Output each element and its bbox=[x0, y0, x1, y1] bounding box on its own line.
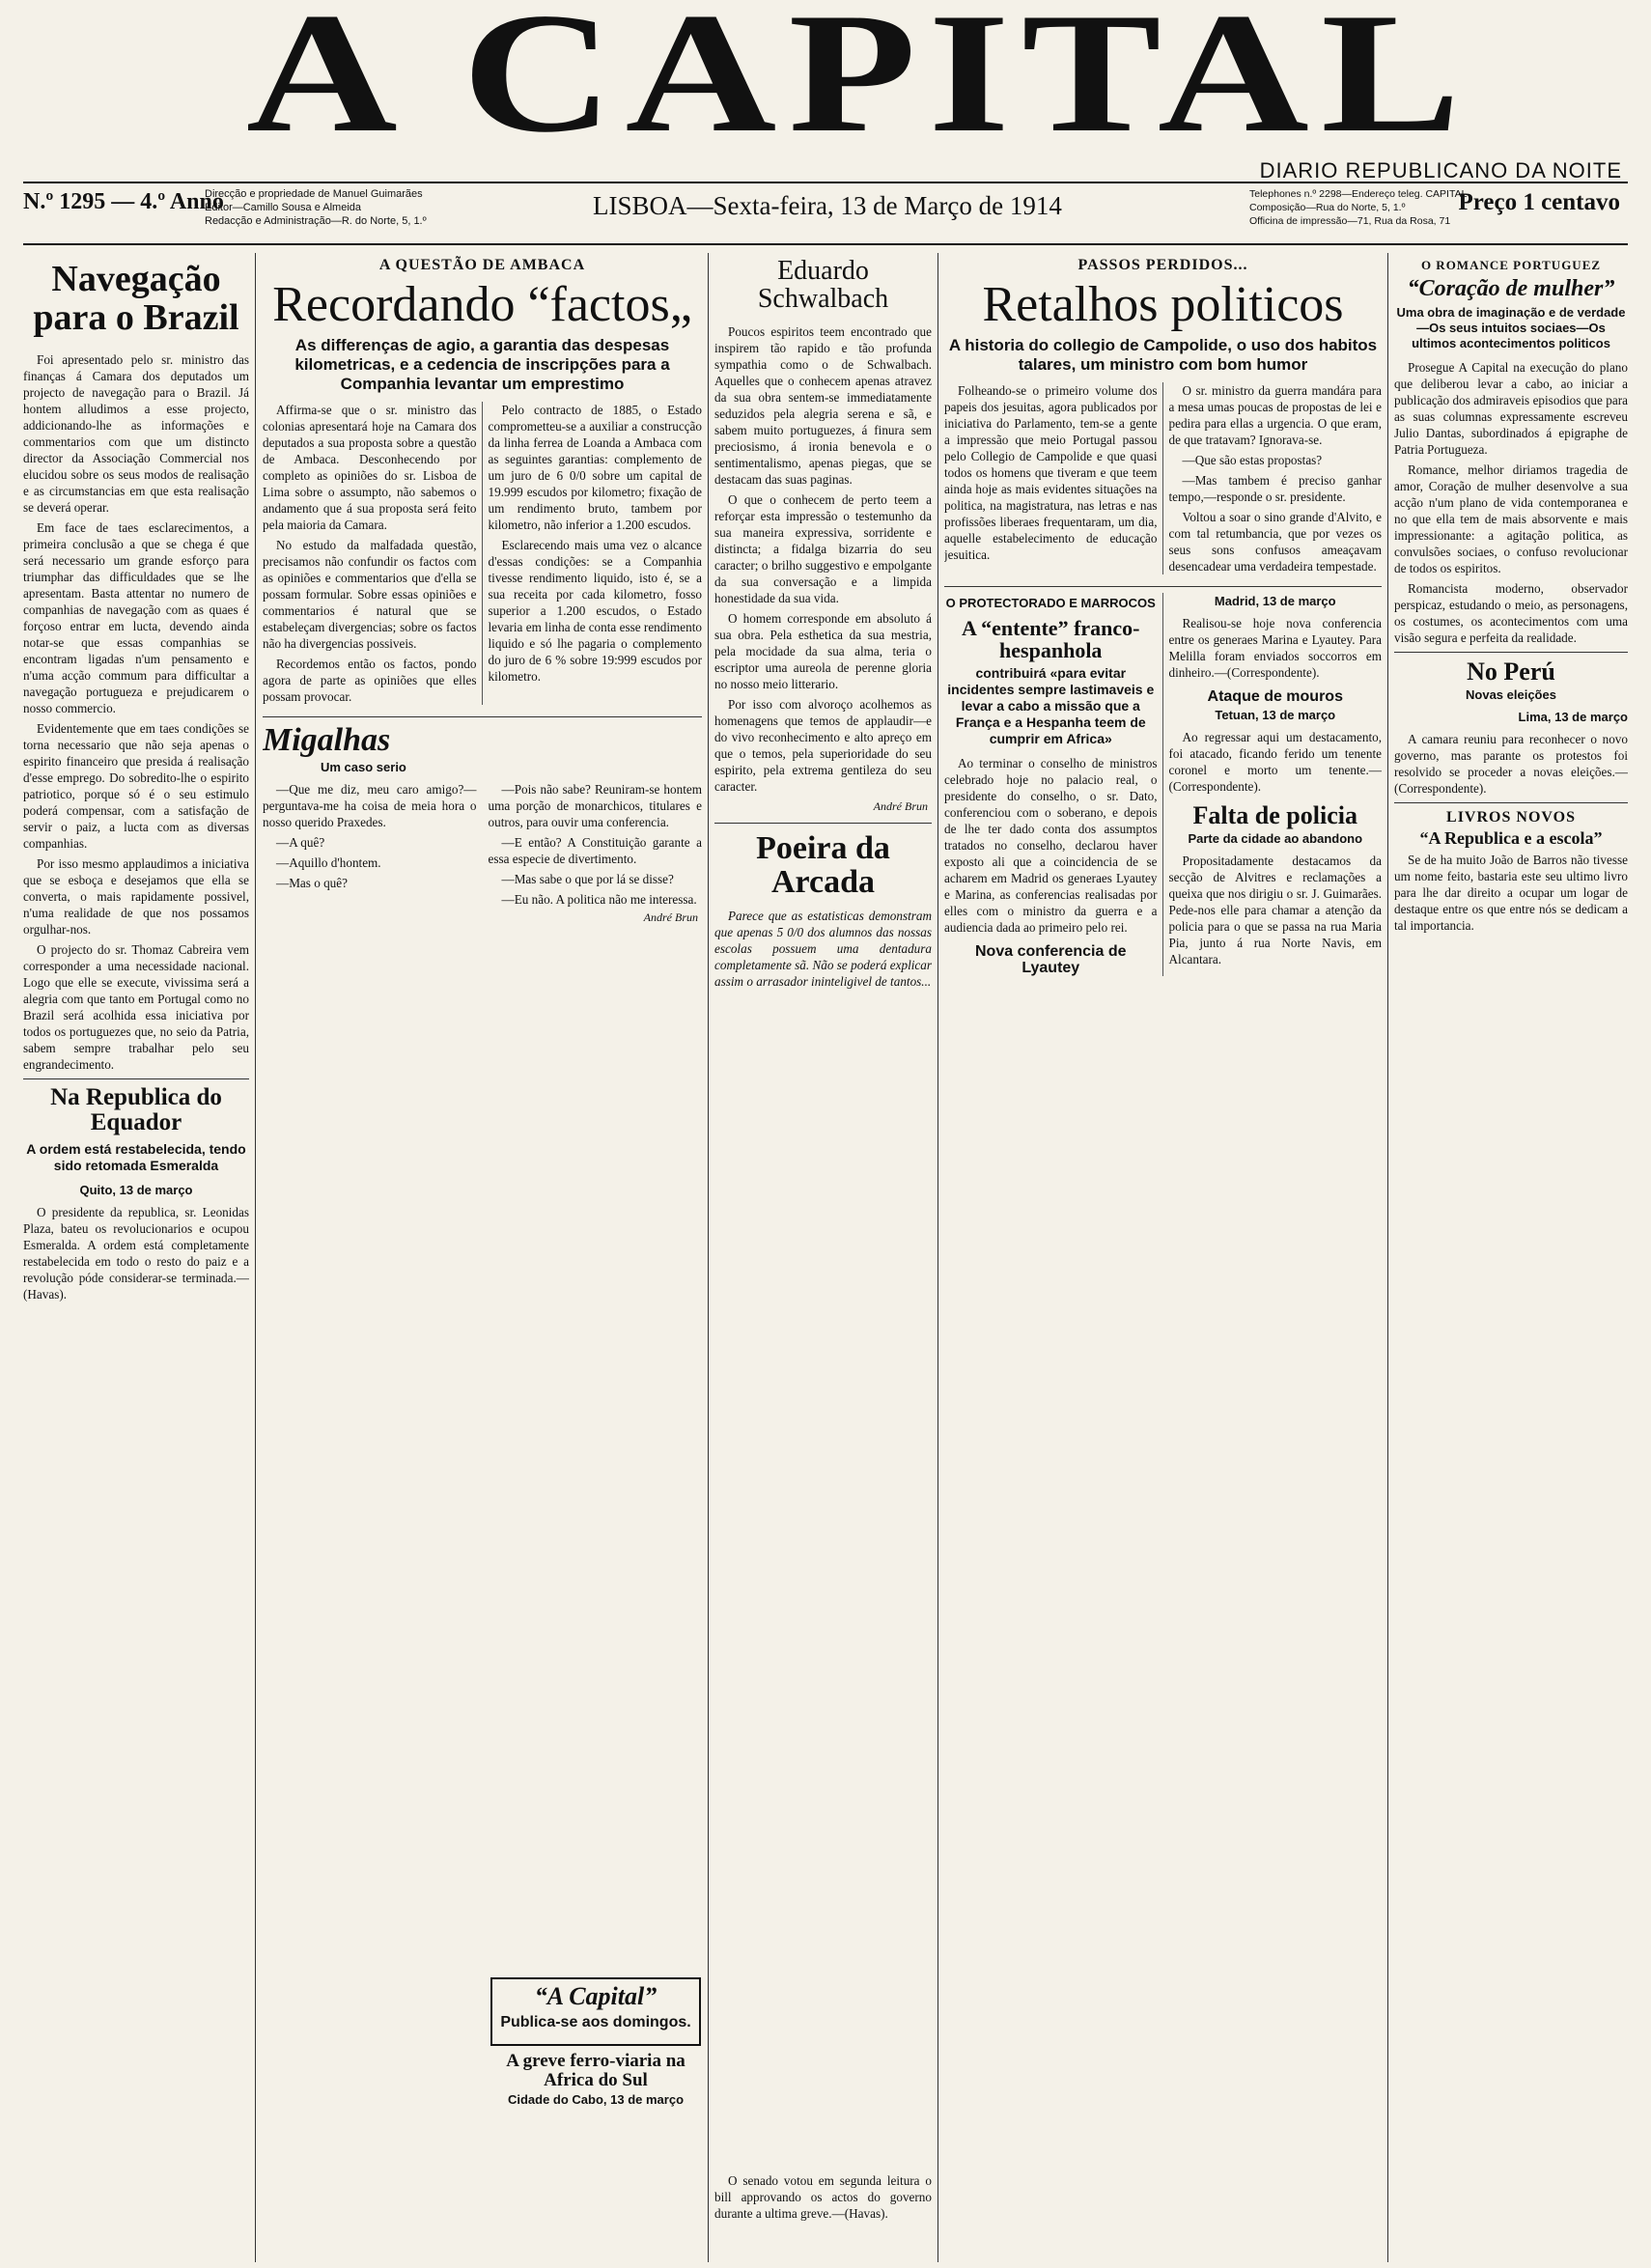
kicker-ambaca: A QUESTÃO DE AMBACA bbox=[378, 257, 586, 273]
paragraph: Realisou-se hoje nova conferencia entre os generaes Marina e Lyautey. Para Melilla foram enviados soccorros em dinheiro.—(Correspondente). bbox=[1168, 615, 1382, 680]
divider bbox=[263, 716, 702, 717]
paragraph: Foi apresentado pelo sr. ministro das finanças á Camara dos deputados um projecto de navegação para o Brazil. Já hontem alludimos a esse projecto, addicionando-lhe as informações e commentarios com que um distincto director da Associação Commercial nos elucidou sobre os seus modos de realisação e as circumstancias em que esta realisação se deverá operar. bbox=[23, 351, 249, 515]
subhead-falta-policia: Parte da cidade ao abandono bbox=[1188, 830, 1363, 846]
headline-retalhos: Retalhos politicos bbox=[982, 277, 1344, 332]
paragraph: Romancista moderno, observador perspicaz, estudando o meio, as personagens, os costumes, os acontecimentos com uma visão segura e perfeita da realidade. bbox=[1394, 581, 1628, 646]
issue-number: N.º 1295 — 4.º Anno bbox=[23, 189, 224, 214]
paragraph: O senado votou em segunda leitura o bill approvando os actos do governo durante a ultima greve.—(Havas). bbox=[714, 2173, 932, 2221]
contact-line: Telephones n.º 2298—Endereço teleg. CAPITAL bbox=[1249, 188, 1468, 200]
headline-peru: No Perú bbox=[1467, 658, 1555, 686]
kicker-protectorado: O PROTECTORADO E MARROCOS bbox=[945, 595, 1156, 610]
deck-coracao: Uma obra de imaginação e de verdade—Os seus intuitos sociaes—Os ultimos acontecimentos politicos bbox=[1396, 305, 1626, 351]
headline-migalhas: Migalhas bbox=[263, 721, 391, 758]
paragraph: Por isso com alvoroço acolhemos as homenagens que temos de applaudir—e do vivo reconhecimento e alto apreço em que o temos, pela superioridade do seu espirito, pela extrema gentileza do seu caracter. bbox=[714, 696, 932, 794]
divider bbox=[23, 1078, 249, 1079]
paragraph: Pelo contracto de 1885, o Estado comprometteu-se a auxiliar a construcção da linha ferrea de Loanda a Ambaca com as seguintes garantias: complemento de um juro de 6 0/0 sobre um capital de 19.999 escudos por kilometro; fixação de um rendimento bruto, tambem por kilometro, não inferior a 1.200 escudos. bbox=[488, 402, 702, 532]
headline-entente: A “entente” franco-hespanhola bbox=[961, 615, 1140, 662]
column-divider bbox=[937, 253, 938, 2262]
column-3 bbox=[714, 251, 932, 2259]
paragraph: Folheando-se o primeiro volume dos papeis dos jesuitas, agora publicados por iniciativa do Parlamento, tem-se a gente a impressão que meio Portugal passou pelo Collegio de Campolide e que quasi todos os homens que tiveram e que teem ainda hoje as mais evidentes situações na politica, na magistratura, nas letras e nas profissões liberaes frequentaram, um dia, aquelle estabelecimento de educação jesuitica. bbox=[944, 382, 1158, 562]
paragraph: —Aquillo d'hontem. bbox=[276, 855, 381, 871]
paragraph: —Mas sabe o que por lá se disse? bbox=[501, 872, 674, 887]
paragraph: Ao regressar aqui um destacamento, foi atacado, ficando ferido um tenente coronel e morto um tenente.—(Correspondente). bbox=[1168, 729, 1382, 794]
headline-equador: Na Republica do Equador bbox=[50, 1083, 222, 1136]
direction-line: Redacção e Administração—R. do Norte, 5, 1.º bbox=[205, 215, 427, 227]
paragraph: —Mas o quê? bbox=[276, 876, 348, 891]
headline-lyautey: Nova conferencia de Lyautey bbox=[975, 942, 1127, 976]
paragraph: —Pois não sabe? Reuniram-se hontem uma porção de monarchicos, titulares e outros, para ouvir uma conferencia. bbox=[488, 782, 702, 830]
subhead-peru: Novas eleições bbox=[1466, 687, 1556, 703]
paragraph: Poucos espiritos teem encontrado que inspirem tão rapido e tão profunda sympathia como o de Schwalbach. Aquelles que o conhecem apenas atravez da sua obra sentem-se immediatamente seduzidos pela alegria serena e sã, e sabem muito portuguezes, á finura sem preciosismo, á ironia benevola e o sentimentalismo, apenas piegas, que se destacam das suas paginas. bbox=[714, 323, 932, 487]
divider bbox=[1394, 802, 1628, 803]
divider bbox=[714, 823, 932, 824]
headline-poeira: Poeira da Arcada bbox=[756, 829, 890, 901]
capital-box-title: “A Capital” bbox=[534, 1982, 658, 2010]
lower-col4 bbox=[944, 593, 1382, 976]
paragraph: —Que me diz, meu caro amigo?—perguntava-me ha coisa de meia hora o nosso querido Praxedes. bbox=[263, 782, 477, 830]
paragraph: O homem corresponde em absoluto á sua obra. Pela esthetica da sua mestria, pela mocidade da sua alma, teria o escriptor uma aureola de perenne gloria no nosso meio litterario. bbox=[714, 610, 932, 691]
headline-falta-policia: Falta de policia bbox=[1192, 800, 1357, 829]
info-bar bbox=[23, 185, 1628, 243]
paragraph: Parece que as estatisticas demonstram que apenas 5 0/0 dos alumnos das nossas escolas possuem uma dentadura completamente sã. Não se poderá explicar assim o arrasador ininteligivel de tantos... bbox=[714, 909, 932, 990]
paragraph: —A quê? bbox=[276, 835, 325, 851]
direction-line: Editor—Camillo Sousa e Almeida bbox=[205, 202, 362, 213]
paragraph: Voltou a soar o sino grande d'Alvito, e com tal retumbancia, que por vezes os seus sons confusos ameaçavam desencadear uma verdadeira tempestade. bbox=[1168, 509, 1382, 574]
divider bbox=[944, 586, 1382, 587]
column-divider bbox=[1387, 253, 1388, 2262]
dateline-ataque: Tetuan, 13 de março bbox=[1215, 707, 1336, 722]
direction-line: Direcção e propriedade de Manuel Guimarães bbox=[205, 188, 423, 200]
dateline-peru: Lima, 13 de março bbox=[1518, 710, 1628, 725]
capital-box bbox=[490, 1972, 701, 2113]
column-1 bbox=[23, 251, 249, 2259]
column-5 bbox=[1394, 251, 1628, 2259]
headline-republica-escola: “A Republica e a escola” bbox=[1419, 828, 1603, 849]
paragraph: Evidentemente que em taes condições se torna necessario que não seja apenas o espirito financeiro que presida á realisação d'esse emprego. Do sobredito-lhe o espirito patriotico, porque só é o seu estimulo poderá compensar, com a satisfação de servir o paiz, a lucta com as diversas companhias. bbox=[23, 720, 249, 851]
paragraph: O presidente da republica, sr. Leonidas Plaza, bateu os revolucionarios e ocupou Esmeralda. A ordem está completamente restabelecida em todo o resto do paiz e a revolução póde considerar-se terminada.—(Havas). bbox=[23, 1205, 249, 1302]
paragraph: Recordemos então os factos, pondo agora de parte as opiniões que elles possam provocar. bbox=[263, 656, 477, 704]
paragraph: Propositadamente destacamos da secção de Alvitres e reclamações a queixa que nos dirigiu o sr. J. Guimarães. Pede-nos elle para chamar a atenção da policia para o que se passa na rua Maria Pia, junto á rua Norte Navis, em Alcantara. bbox=[1168, 853, 1382, 966]
column-4 bbox=[944, 251, 1382, 2259]
masthead-rule-bottom bbox=[23, 243, 1628, 245]
dateline-greve: Cidade do Cabo, 13 de março bbox=[507, 2092, 685, 2108]
migalhas-body bbox=[263, 781, 702, 908]
direction-block bbox=[205, 187, 427, 228]
masthead bbox=[0, 0, 1651, 182]
headline-navegacao: Navegação para o Brazil bbox=[33, 259, 239, 338]
divider bbox=[1394, 652, 1628, 653]
capital-box-frame bbox=[490, 1977, 701, 2046]
paragraph: O sr. ministro da guerra mandára para a mesa umas poucas de propostas de lei e pedira para ellas a urgencia. O que eram, de que tratavam? Ignorava-se. bbox=[1168, 382, 1382, 447]
capital-box-text: Publica-se aos domingos. bbox=[500, 2014, 691, 2031]
paragraph: O que o conhecem de perto teem a reforçar esta impressão o testemunho da sua maneira expressiva, sorridente e distincta; a fidalga bizarria do seu caracter; o brilho suggestivo e empolgante da sua conversação e a limpida honestidade da sua vida. bbox=[714, 491, 932, 605]
ambaca-body bbox=[263, 402, 702, 705]
subhead-migalhas: Um caso serio bbox=[321, 760, 406, 775]
retalhos-body bbox=[944, 382, 1382, 574]
column-2 bbox=[263, 251, 702, 2259]
paragraph: Affirma-se que o sr. ministro das colonias apresentará hoje na Camara dos deputados a sua proposta sobre a questão de Ambaca. Desconhecendo por completo as opiniões do sr. Lisboa de Lima sobre o assumpto, não sabemos o andamento que á sua proposta será feito pela maioria da Camara. bbox=[263, 402, 477, 532]
price: Preço 1 centavo bbox=[1458, 189, 1620, 215]
greve-body bbox=[714, 2172, 932, 2222]
paragraph: Em face de taes esclarecimentos, a primeira conclusão a que se chega é que será necessario um grande esforço para triumphar das difficuldades que se lhe apresentam. Basta attentar no numero de companhias de navegação com as quaes é forçoso entrar em lucta, devendo ainda notar-se que essas companhias se encontram ligadas n'um pensamento e n'uma acção commum para difficultar a navegação portugueza e prejudicarem o nosso commercio. bbox=[23, 519, 249, 715]
paragraph: Romance, melhor diriamos tragedia de amor, Coração de mulher desenvolve a sua acção n'um plano de vida contemporanea e no que ella tem de mais absorvente e mais impressionante: a agitação politica, as convulsões sociaes, o confuso revolucionar de todos os espiritos. bbox=[1394, 462, 1628, 576]
column-divider bbox=[255, 253, 256, 2262]
paragraph: No estudo da malfadada questão, precisamos não confundir os factos com as opiniões e commentarios que d'ella se possam formular. Sobre essas opiniões e commentarios é natural que se estabeleçam divergencias; sobre os factos não ha divergencias possiveis. bbox=[263, 537, 477, 651]
deck-equador: A ordem está restabelecida, tendo sido retomada Esmeralda bbox=[26, 1141, 246, 1174]
paragraph: —Mas tambem é preciso ganhar tempo,—responde o sr. presidente. bbox=[1168, 472, 1382, 504]
contacts-block bbox=[1249, 187, 1467, 228]
paragraph: —Eu não. A politica não me interessa. bbox=[501, 892, 697, 908]
paragraph: Esclarecendo mais uma vez o alcance d'essas condições: se a Companhia tivesse rendimento liquido, isto é, se a sua receita por cada kilometro, fosso superior a 1.200 escudos, o Estado levaria em linha de conta esse rendimento liquido e só lhe pagaria o complemento do juro de 6 % sobre 19:999 escudos por kilometro. bbox=[488, 537, 702, 684]
kicker-passos: PASSOS PERDIDOS... bbox=[1077, 257, 1248, 273]
paragraph: —E então? A Constituição garante a essa especie de divertimento. bbox=[488, 835, 702, 867]
headline-schwalbach: Eduardo Schwalbach bbox=[757, 256, 889, 315]
headline-coracao: “Coração de mulher” bbox=[1407, 276, 1615, 301]
masthead-rule-top bbox=[23, 182, 1628, 183]
paragraph: Prosegue A Capital na execução do plano que deliberou levar a cabo, ao iniciar a publicação dos admiraveis episodios que para as suas columnas expressamente escreveu Julio Dantas, subordinados á epigraphe de Patria Portugueza. bbox=[1394, 360, 1628, 458]
paragraph: O projecto do sr. Thomaz Cabreira vem corresponder a uma necessidade nacional. Logo que elle se execute, vivissima será a alegria com que tanto em Portugal como no Brazil será acolhida essa iniciativa por todos os portuguezes que, no seio da Patria, sabem sempre trabalhar pelo seu engrandecimento. bbox=[23, 941, 249, 1072]
deck-entente: contribuirá «para evitar incidentes sempre lastimaveis e levar a cabo a missão que a França e a Hespanha teem de cumprir em Africa» bbox=[947, 664, 1155, 746]
newspaper-subtitle: DIARIO REPUBLICANO DA NOITE bbox=[1259, 158, 1622, 182]
kicker-livros: LIVROS NOVOS bbox=[1446, 809, 1576, 826]
paragraph: Por isso mesmo applaudimos a iniciativa que se esboça e desejamos que ella se converta, o mais rapidamente possivel, n'uma realidade de que nos possamos orgulhar-nos. bbox=[23, 855, 249, 937]
deck-retalhos: A historia do collegio de Campolide, o uso dos habitos talares, um ministro com bom humor bbox=[948, 335, 1378, 374]
headline-recordando: Recordando “factos„ bbox=[272, 277, 692, 332]
paragraph: —Que são estas propostas? bbox=[1182, 452, 1323, 467]
signature: André Brun bbox=[643, 910, 698, 925]
paragraph: A camara reuniu para reconhecer o novo governo, mas parante os protestos foi resolvido se proceder a novas eleições.—(Correspondente). bbox=[1394, 732, 1628, 797]
paragraph: Ao terminar o conselho de ministros celebrado hoje no palacio real, o presidente do conselho, o sr. Dato, conferenciou com o soberano, e depois de lhe ter dado conta dos assumptos tratados no conselho, declarou haver exposto ali que a coincidencia de se acharem em Madrid os generaes Lyautey e Marina, as conferencias realisadas por elles com o ministro da guerra e a audiencia dada ao primeiro pelo rei. bbox=[944, 755, 1158, 935]
signature: André Brun bbox=[873, 798, 928, 813]
newspaper-title: A CAPITAL bbox=[245, 0, 1473, 168]
deck-ambaca: As differenças de agio, a garantia das despesas kilometricas, e a cedencia de inscripções para a Companhia levantar um emprestimo bbox=[294, 335, 670, 393]
dateline-equador: Quito, 13 de março bbox=[79, 1183, 193, 1198]
dateline-lyautey: Madrid, 13 de março bbox=[1214, 593, 1336, 608]
paragraph: Se de ha muito João de Barros não tivesse um nome feito, bastaria este seu ultimo livro para lhe dar direito a ocupar um logar de destaque entre os que entre nós se dedicam a tal importancia. bbox=[1394, 853, 1628, 934]
headline-greve: A greve ferro-viaria na Africa do Sul bbox=[506, 2051, 686, 2091]
headline-ataque: Ataque de mouros bbox=[1207, 687, 1343, 705]
dateline: LISBOA—Sexta-feira, 13 de Março de 1914 bbox=[593, 191, 1062, 220]
kicker-romance: O ROMANCE PORTUGUEZ bbox=[1420, 258, 1602, 272]
contact-line: Composição—Rua do Norte, 5, 1.º bbox=[1249, 202, 1406, 213]
column-divider bbox=[708, 253, 709, 2262]
contact-line: Officina de impressão—71, Rua da Rosa, 71 bbox=[1249, 215, 1451, 227]
